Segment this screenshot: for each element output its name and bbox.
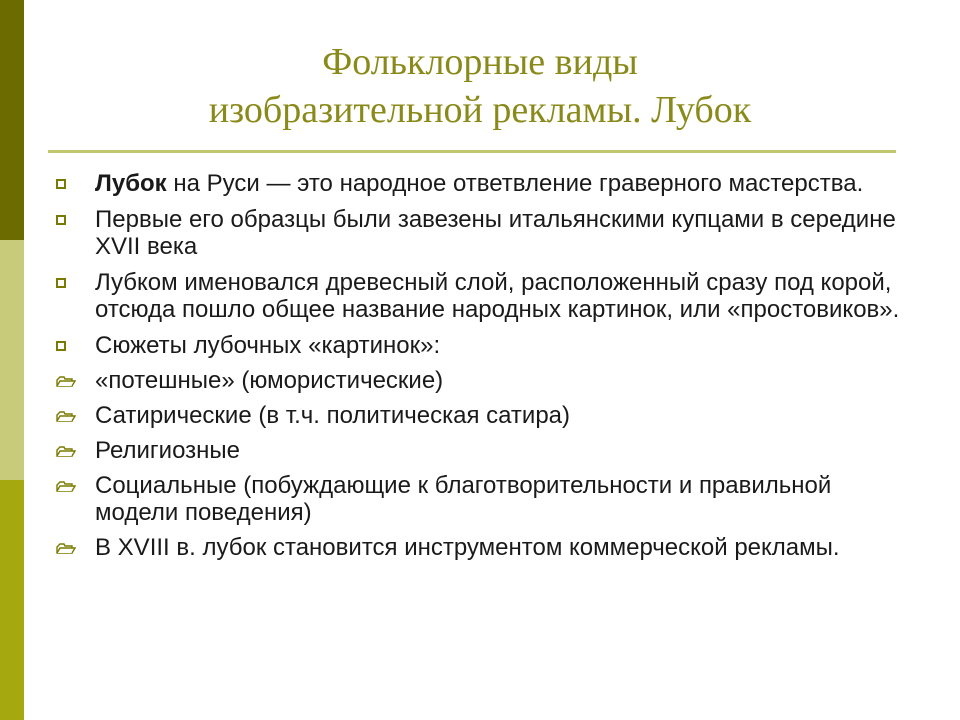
slide-title-line-2: изобразительной рекламы. Лубок bbox=[208, 89, 752, 131]
bullet-text: Религиозные bbox=[95, 437, 241, 464]
bullet-text: «потешные» (юмористические) bbox=[95, 367, 444, 394]
bullet-text: на Руси — это народное ответвление граверного мастерства. bbox=[166, 170, 864, 197]
sidebar-stripe-top bbox=[0, 0, 24, 240]
bullet-text: Лубком именовался древесный слой, расположенный сразу под корой, отсюда пошло общее название народных картинок, или «простовиков». bbox=[95, 269, 900, 323]
title-divider bbox=[48, 150, 896, 153]
slide-title bbox=[120, 38, 840, 134]
bullet-item bbox=[56, 332, 916, 359]
folder-bullet-icon bbox=[56, 444, 76, 458]
bullet-item bbox=[56, 402, 916, 429]
bullet-text: Сюжеты лубочных «картинок»: bbox=[95, 332, 441, 359]
square-bullet-icon bbox=[56, 341, 66, 351]
bullet-item bbox=[56, 534, 916, 561]
sidebar-stripe-bottom bbox=[0, 480, 24, 720]
bullet-item bbox=[56, 437, 916, 464]
bullet-list bbox=[56, 170, 916, 569]
bullet-text: Первые его образцы были завезены итальянскими купцами в середине XVII века bbox=[95, 206, 896, 260]
bullet-text: Социальные (побуждающие к благотворительности и правильной модели поведения) bbox=[95, 472, 832, 526]
bullet-item bbox=[56, 367, 916, 394]
folder-bullet-icon bbox=[56, 374, 76, 388]
folder-bullet-icon bbox=[56, 541, 76, 555]
bullet-text: Сатирические (в т.ч. политическая сатира) bbox=[95, 402, 571, 429]
bullet-item bbox=[56, 206, 916, 260]
square-bullet-icon bbox=[56, 215, 66, 225]
folder-bullet-icon bbox=[56, 409, 76, 423]
sidebar-stripe-middle bbox=[0, 240, 24, 480]
slide-title-line-1: Фольклорные виды bbox=[322, 41, 638, 83]
square-bullet-icon bbox=[56, 278, 66, 288]
square-bullet-icon bbox=[56, 179, 66, 189]
bullet-item bbox=[56, 170, 916, 197]
folder-bullet-icon bbox=[56, 479, 76, 493]
bullet-item bbox=[56, 269, 916, 323]
bullet-bold-text: Лубок bbox=[95, 170, 167, 197]
bullet-item bbox=[56, 472, 916, 526]
bullet-text: В XVIII в. лубок становится инструментом коммерческой рекламы. bbox=[95, 534, 840, 561]
